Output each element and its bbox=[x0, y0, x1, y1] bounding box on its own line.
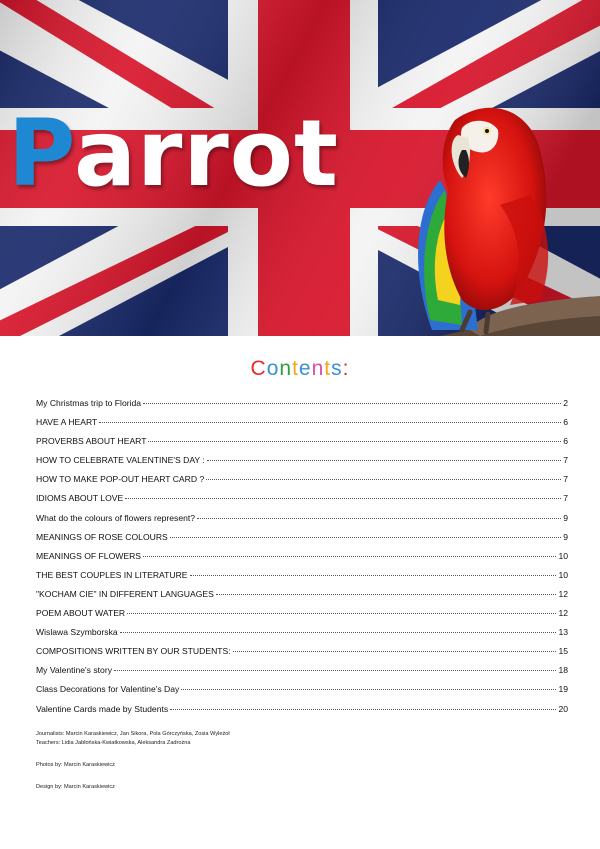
toc-entry-page-number: 6 bbox=[563, 417, 568, 428]
toc-entry[interactable] bbox=[36, 661, 568, 680]
toc-entry-title: Class Decorations for Valentine's Day bbox=[36, 684, 180, 695]
toc-dot-leader bbox=[216, 593, 557, 595]
toc-dot-leader bbox=[207, 459, 561, 461]
toc-entry-title: COMPOSITIONS WRITTEN BY OUR STUDENTS: bbox=[36, 646, 231, 657]
toc-entry-title: POEM ABOUT WATER bbox=[36, 608, 126, 619]
toc-entry-title: My Christmas trip to Florida bbox=[36, 398, 142, 408]
magazine-title bbox=[8, 100, 339, 207]
toc-dot-leader bbox=[148, 440, 561, 442]
toc-entry[interactable] bbox=[36, 528, 568, 547]
toc-entry-page-number: 18 bbox=[558, 665, 568, 676]
contents-heading-letter: t bbox=[324, 357, 332, 380]
toc-entry[interactable] bbox=[36, 680, 568, 699]
toc-entry-title: HAVE A HEART bbox=[36, 417, 98, 428]
toc-entry[interactable] bbox=[36, 470, 568, 489]
credits bbox=[36, 730, 230, 792]
toc-entry[interactable] bbox=[36, 509, 568, 528]
toc-entry-page-number: 7 bbox=[563, 455, 568, 466]
toc-dot-leader bbox=[197, 517, 561, 519]
journalists-credit: Journalists: Marcin Karaskiewicz, Jan Sikora, Pola Górczyńska, Zosia Wyleżoł bbox=[36, 731, 230, 737]
contents-heading-letter: s bbox=[331, 357, 343, 380]
contents-heading-letter: : bbox=[342, 357, 350, 380]
contents-heading-letter: C bbox=[250, 357, 267, 380]
toc-entry-page-number: 20 bbox=[558, 703, 568, 714]
design-credit: Design by: Marcin Karaskiewicz bbox=[36, 784, 115, 790]
cover-banner bbox=[0, 0, 600, 336]
toc-entry-page-number: 13 bbox=[558, 627, 568, 638]
toc-dot-leader bbox=[190, 574, 557, 576]
toc-dot-leader bbox=[125, 497, 561, 499]
table-of-contents bbox=[36, 394, 568, 719]
toc-dot-leader bbox=[127, 612, 556, 614]
toc-entry-page-number: 15 bbox=[558, 646, 568, 657]
toc-entry-page-number: 2 bbox=[563, 398, 568, 408]
toc-entry[interactable] bbox=[36, 623, 568, 642]
toc-entry-title: PROVERBS ABOUT HEART bbox=[36, 436, 147, 447]
toc-entry[interactable] bbox=[36, 489, 568, 508]
toc-entry-title: "KOCHAM CIE" IN DIFFERENT LANGUAGES bbox=[36, 588, 214, 599]
toc-entry-title: MEANINGS OF ROSE COLOURS bbox=[36, 531, 168, 542]
teachers-credit: Teachers: Lidia Jabłońska-Kwiatkowska, Aleksandra Zadrożna bbox=[36, 740, 191, 746]
toc-entry-title: What do the colours of flowers represent? bbox=[36, 512, 196, 523]
toc-entry-page-number: 19 bbox=[558, 684, 568, 695]
toc-dot-leader bbox=[114, 669, 556, 671]
toc-entry-title: Wislawa Szymborska bbox=[36, 627, 118, 638]
toc-entry-page-number: 12 bbox=[558, 608, 568, 619]
toc-dot-leader bbox=[170, 536, 561, 538]
photos-credit: Photos by: Marcin Karaskiewicz bbox=[36, 762, 115, 768]
toc-entry[interactable] bbox=[36, 413, 568, 432]
toc-entry-page-number: 9 bbox=[563, 531, 568, 542]
toc-entry-title: Valentine Cards made by Students bbox=[36, 703, 169, 714]
toc-entry[interactable] bbox=[36, 700, 568, 719]
toc-entry-page-number: 9 bbox=[563, 512, 568, 523]
magazine-title-first-letter: P bbox=[8, 100, 74, 207]
toc-entry[interactable] bbox=[36, 642, 568, 661]
toc-entry-page-number: 7 bbox=[563, 474, 568, 485]
toc-entry-title: IDIOMS ABOUT LOVE bbox=[36, 493, 124, 504]
toc-dot-leader bbox=[143, 555, 556, 557]
toc-entry-page-number: 6 bbox=[563, 436, 568, 447]
toc-entry[interactable] bbox=[36, 451, 568, 470]
contents-heading-letter: n bbox=[311, 357, 325, 380]
toc-entry-page-number: 10 bbox=[558, 569, 568, 580]
toc-dot-leader bbox=[206, 478, 561, 480]
toc-entry-title: THE BEST COUPLES IN LITERATURE bbox=[36, 569, 188, 580]
toc-dot-leader bbox=[181, 688, 556, 690]
toc-entry-title: My Valentine's story bbox=[36, 665, 112, 676]
toc-entry[interactable] bbox=[36, 547, 568, 566]
toc-entry[interactable] bbox=[36, 432, 568, 451]
toc-entry-page-number: 12 bbox=[558, 588, 568, 599]
toc-entry-page-number: 10 bbox=[558, 550, 568, 561]
toc-entry[interactable] bbox=[36, 394, 568, 413]
contents-heading-letter: n bbox=[279, 357, 293, 380]
toc-entry-page-number: 7 bbox=[563, 493, 568, 504]
toc-dot-leader bbox=[120, 631, 557, 633]
toc-entry[interactable] bbox=[36, 566, 568, 585]
toc-entry-title: HOW TO CELEBRATE VALENTINE'S DAY : bbox=[36, 455, 205, 466]
magazine-title-rest: arrot bbox=[73, 100, 339, 207]
toc-entry-title: MEANINGS OF FLOWERS bbox=[36, 550, 142, 561]
toc-dot-leader bbox=[233, 650, 557, 652]
contents-heading-letter: t bbox=[292, 357, 299, 380]
toc-entry-title: HOW TO MAKE POP-OUT HEART CARD ? bbox=[36, 474, 205, 485]
contents-heading bbox=[0, 357, 600, 381]
toc-dot-leader bbox=[99, 421, 561, 423]
toc-dot-leader bbox=[143, 402, 561, 404]
contents-heading-letter: o bbox=[266, 357, 280, 380]
toc-entry[interactable] bbox=[36, 604, 568, 623]
contents-heading-letter: e bbox=[298, 357, 312, 380]
toc-entry[interactable] bbox=[36, 585, 568, 604]
toc-dot-leader bbox=[170, 708, 556, 710]
